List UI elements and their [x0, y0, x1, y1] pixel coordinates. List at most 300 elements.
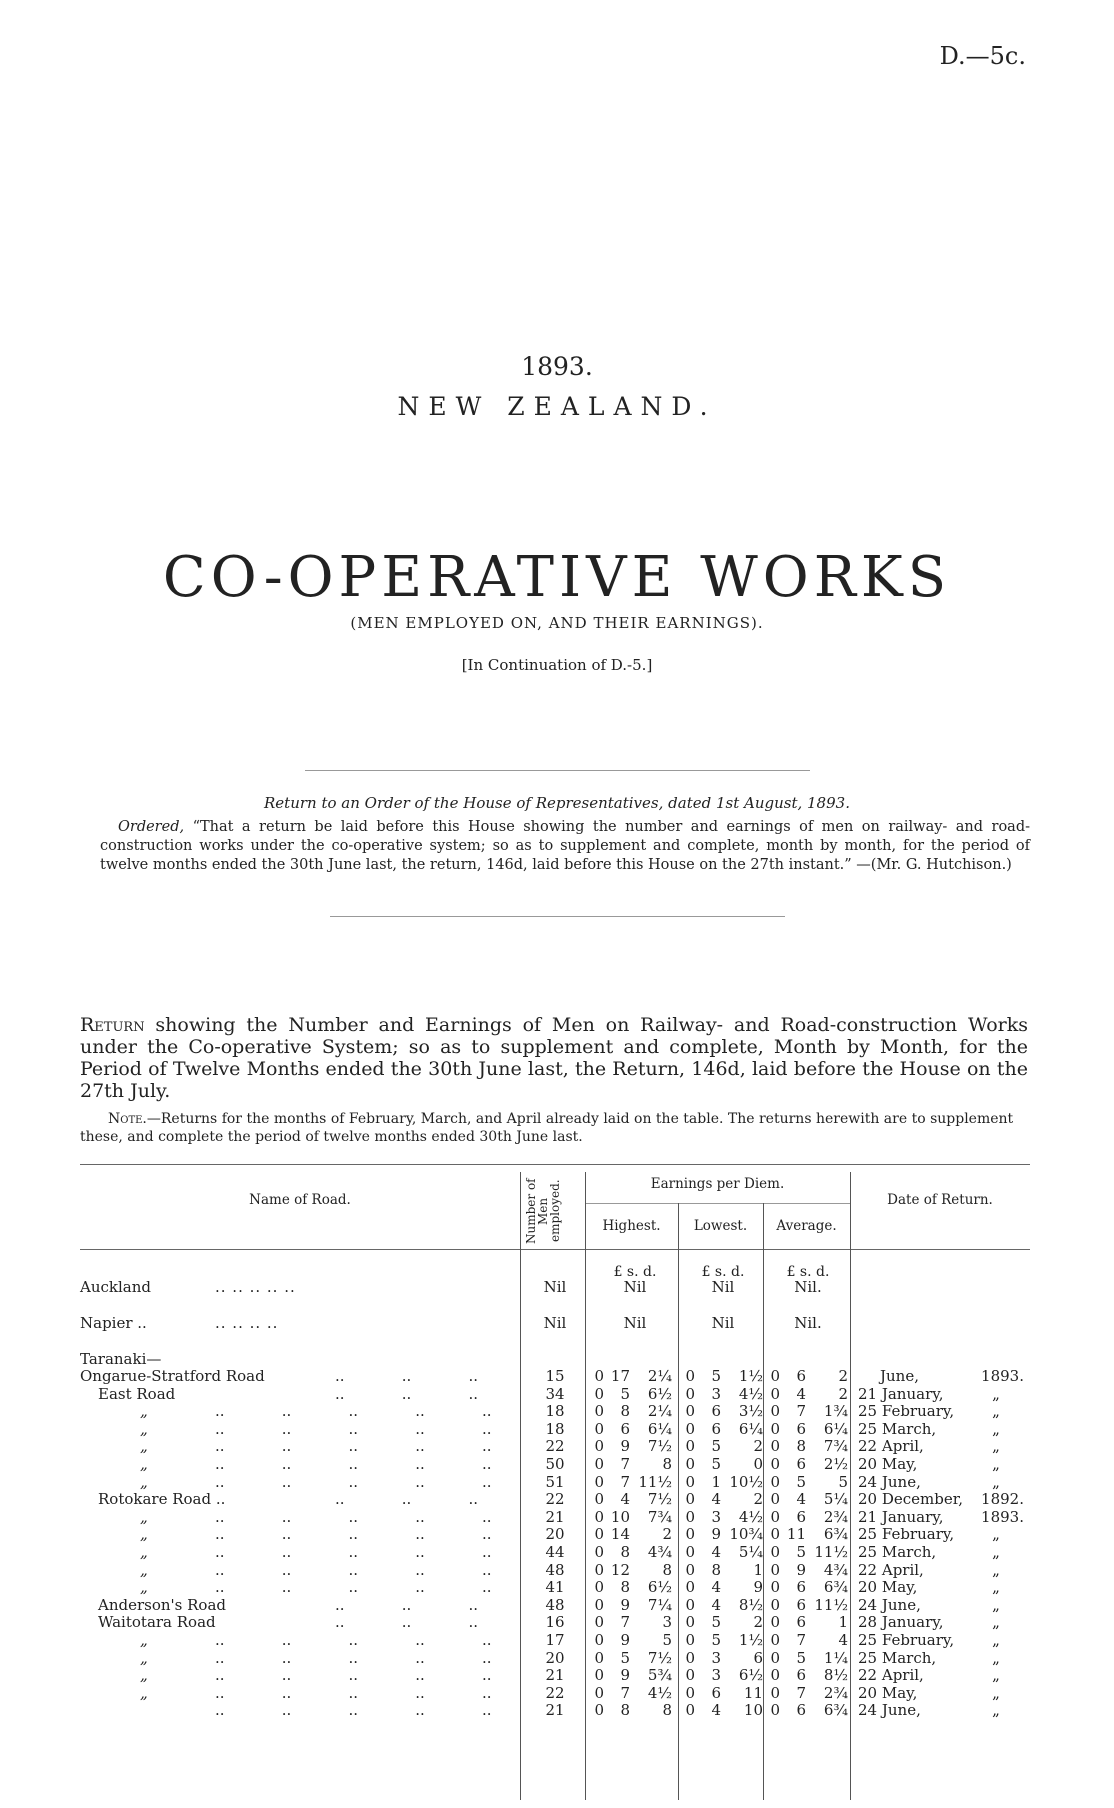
road-name: „ — [140, 1560, 148, 1579]
pounds: 0 — [770, 1683, 780, 1702]
pence: 8½ — [738, 1595, 763, 1614]
men-count: 20 — [545, 1525, 565, 1544]
pence: 7½ — [647, 1490, 672, 1509]
return-date: 20 May, — [858, 1683, 918, 1702]
divider — [330, 916, 785, 917]
table-row — [80, 1402, 1030, 1420]
pounds: 0 — [770, 1402, 780, 1421]
shillings: 8 — [620, 1543, 630, 1561]
leader-dots: .. .. .. .. .. — [215, 1666, 492, 1685]
leader-dots: .. .. .. — [335, 1595, 479, 1614]
pence: 10 — [743, 1701, 763, 1720]
shillings: 9 — [620, 1437, 630, 1456]
ordered-label: Ordered, — [118, 819, 185, 835]
continuation-note: [In Continuation of D.-5.] — [461, 656, 653, 674]
return-date: 28 January, — [858, 1613, 944, 1632]
pounds: 0 — [594, 1490, 604, 1509]
shillings: 8 — [620, 1701, 630, 1720]
return-date: 25 March, — [858, 1543, 937, 1561]
pence: 1½ — [738, 1631, 763, 1649]
table-row — [80, 1508, 1030, 1526]
table-row — [80, 1437, 1030, 1455]
pounds: 0 — [770, 1384, 780, 1403]
men-count: 50 — [545, 1455, 565, 1473]
leader-dots: .. .. .. .. .. — [215, 1648, 492, 1667]
pounds: 0 — [685, 1455, 695, 1473]
pounds: 0 — [594, 1683, 604, 1702]
return-year: „ — [992, 1419, 1000, 1438]
pence: 6¾ — [823, 1525, 848, 1544]
pence: 5¼ — [823, 1490, 848, 1509]
table-row — [80, 1684, 1030, 1702]
shillings: 4 — [796, 1384, 806, 1403]
return-date: 22 April, — [858, 1437, 924, 1456]
pounds: 0 — [685, 1595, 695, 1614]
pounds: 0 — [770, 1455, 780, 1473]
men-count: 48 — [545, 1560, 565, 1579]
header-earnings: Earnings per Diem. — [650, 1176, 785, 1192]
return-body: showing the Number and Earnings of Men on Railway- and Road-construction Works under the Co-operative System; so as to supplement and complete, Month by Month, for the Period of Twelve Months ended the 30th June last, the Return, 146d, laid before the House on the 27th July. — [80, 1014, 1029, 1102]
header-highest: Highest. — [602, 1218, 661, 1234]
return-year: „ — [992, 1472, 1000, 1491]
pounds: 0 — [594, 1631, 604, 1649]
shillings: 1 — [711, 1472, 721, 1491]
header-average: Average. — [776, 1218, 837, 1234]
shillings: 5 — [796, 1648, 806, 1667]
shillings: 5 — [711, 1631, 721, 1649]
leader-dots: .. .. .. — [335, 1384, 479, 1403]
return-date: 25 March, — [858, 1419, 937, 1438]
pounds: 0 — [594, 1648, 604, 1667]
pence: 9 — [753, 1578, 763, 1597]
men-count: 22 — [545, 1683, 565, 1702]
pounds: 0 — [770, 1525, 780, 1544]
shillings: 9 — [796, 1560, 806, 1579]
table-top-rule — [80, 1164, 1030, 1165]
pence: 8 — [662, 1455, 672, 1473]
shillings: 7 — [620, 1683, 630, 1702]
pence: 0 — [753, 1455, 763, 1473]
header-lowest: Lowest. — [693, 1218, 748, 1234]
pounds: 0 — [685, 1490, 695, 1509]
pounds: 0 — [770, 1613, 780, 1632]
return-date: 24 June, — [858, 1701, 921, 1720]
header-number-of-men: Number of Men employed. — [524, 1178, 562, 1244]
shillings: 7 — [620, 1472, 630, 1491]
pounds: 0 — [594, 1507, 604, 1526]
pence: 7½ — [647, 1437, 672, 1456]
shillings: 9 — [711, 1525, 721, 1544]
pence: 7½ — [647, 1648, 672, 1667]
return-date: June, — [880, 1367, 919, 1385]
table-row — [80, 1473, 1030, 1491]
pounds: 0 — [594, 1578, 604, 1597]
pounds: 0 — [685, 1472, 695, 1491]
table-row — [80, 1666, 1030, 1684]
road-name: „ — [140, 1543, 148, 1561]
pounds: 0 — [770, 1437, 780, 1456]
return-year: „ — [992, 1648, 1000, 1667]
leader-dots: .. .. .. .. .. — [215, 1683, 492, 1702]
pounds: 0 — [770, 1543, 780, 1561]
table-row — [80, 1420, 1030, 1438]
leader-dots: .. .. .. — [335, 1613, 479, 1632]
country: NEW ZEALAND. — [397, 392, 717, 421]
shillings: 8 — [711, 1560, 721, 1579]
leader-dots: .. .. .. .. .. — [215, 1437, 492, 1456]
shillings: 11 — [786, 1525, 806, 1544]
pence: 11½ — [814, 1595, 848, 1614]
road-name: „ — [140, 1419, 148, 1438]
road-name: „ — [140, 1402, 148, 1421]
pence: 2¼ — [647, 1367, 672, 1385]
shillings: 4 — [620, 1490, 630, 1509]
shillings: 6 — [796, 1455, 806, 1473]
shillings: 9 — [620, 1595, 630, 1614]
shillings: 9 — [620, 1666, 630, 1685]
pence: 5¾ — [647, 1666, 672, 1685]
divider — [305, 770, 810, 771]
return-date: 22 April, — [858, 1560, 924, 1579]
return-year: „ — [992, 1455, 1000, 1473]
shillings: 7 — [620, 1455, 630, 1473]
men-count: 41 — [545, 1578, 565, 1597]
pence: 4¾ — [823, 1560, 848, 1579]
pence: 4¾ — [647, 1543, 672, 1561]
pence: 2 — [753, 1490, 763, 1509]
shillings: 4 — [711, 1490, 721, 1509]
highest: Nil — [623, 1314, 647, 1332]
pence: 1 — [838, 1613, 848, 1632]
pounds: 0 — [685, 1419, 695, 1438]
pence: 8½ — [823, 1666, 848, 1685]
pence: 7¾ — [647, 1507, 672, 1526]
road-name: „ — [140, 1578, 148, 1597]
pounds: 0 — [685, 1437, 695, 1456]
men-count: 21 — [545, 1666, 565, 1685]
leader-dots: .. .. .. .. .. — [215, 1278, 296, 1296]
return-lead: Return — [80, 1014, 145, 1036]
road-name: „ — [140, 1631, 148, 1649]
shillings: 3 — [711, 1507, 721, 1526]
leader-dots: .. .. .. — [335, 1490, 479, 1509]
pounds: 0 — [685, 1648, 695, 1667]
shillings: 3 — [711, 1666, 721, 1685]
shillings: 6 — [796, 1419, 806, 1438]
leader-dots: .. .. .. .. .. — [215, 1455, 492, 1473]
men-count: 51 — [545, 1472, 565, 1491]
shillings: 6 — [711, 1402, 721, 1421]
shillings: 6 — [796, 1367, 806, 1385]
pounds: 0 — [594, 1543, 604, 1561]
average: Nil. — [794, 1278, 822, 1296]
road-name: „ — [140, 1437, 148, 1456]
shillings: 6 — [711, 1683, 721, 1702]
leader-dots: .. .. .. .. .. — [215, 1578, 492, 1597]
men-count: 22 — [545, 1437, 565, 1456]
pence: 6½ — [647, 1384, 672, 1403]
return-year: „ — [992, 1578, 1000, 1597]
road-name: „ — [140, 1472, 148, 1491]
return-year: „ — [992, 1543, 1000, 1561]
order-heading: Return to an Order of the House of Representatives, dated 1st August, 1893. — [264, 794, 850, 812]
document-title: CO-OPERATIVE WORKS — [162, 545, 952, 610]
pence: 6¾ — [823, 1578, 848, 1597]
shillings: 9 — [620, 1631, 630, 1649]
pounds: 0 — [594, 1701, 604, 1720]
men-count: 18 — [545, 1402, 565, 1421]
shillings: 4 — [711, 1543, 721, 1561]
shillings: 8 — [796, 1437, 806, 1456]
return-year: „ — [992, 1437, 1000, 1456]
pence: 1¼ — [823, 1648, 848, 1667]
shillings: 7 — [620, 1613, 630, 1632]
pounds: 0 — [594, 1419, 604, 1438]
shillings: 4 — [711, 1701, 721, 1720]
pence: 3 — [662, 1613, 672, 1632]
return-year: „ — [992, 1683, 1000, 1702]
road-name: Napier .. — [80, 1314, 147, 1332]
pounds: 0 — [685, 1578, 695, 1597]
road-name: Rotokare Road .. — [98, 1490, 226, 1509]
return-year: „ — [992, 1560, 1000, 1579]
leader-dots: .. .. .. .. .. — [215, 1560, 492, 1579]
return-year: „ — [992, 1384, 1000, 1403]
road-name: Waitotara Road — [98, 1613, 216, 1632]
return-year: „ — [992, 1525, 1000, 1544]
road-name: „ — [140, 1666, 148, 1685]
return-year: 1893. — [981, 1367, 1024, 1385]
return-date: 24 June, — [858, 1472, 921, 1491]
table-row — [80, 1314, 1030, 1332]
pounds: 0 — [770, 1560, 780, 1579]
table-row — [80, 1631, 1030, 1649]
pounds: 0 — [685, 1613, 695, 1632]
shillings: 8 — [620, 1578, 630, 1597]
pounds: 0 — [594, 1402, 604, 1421]
pounds: 0 — [685, 1701, 695, 1720]
table-row — [80, 1455, 1030, 1473]
shillings: 6 — [620, 1419, 630, 1438]
road-name: Ongarue-Stratford Road — [80, 1367, 265, 1385]
pence: 2 — [753, 1613, 763, 1632]
shillings: 5 — [711, 1367, 721, 1385]
pence: 6¼ — [738, 1419, 763, 1438]
table-row — [80, 1350, 1030, 1368]
table-row — [80, 1385, 1030, 1403]
men-count: 21 — [545, 1507, 565, 1526]
pence: 11 — [743, 1683, 763, 1702]
road-name: Auckland — [80, 1278, 151, 1296]
pence: 6½ — [738, 1666, 763, 1685]
leader-dots: .. .. .. .. .. — [215, 1402, 492, 1421]
header-name-of-road: Name of Road. — [249, 1192, 351, 1208]
shillings: 5 — [711, 1437, 721, 1456]
pence: 7¼ — [647, 1595, 672, 1614]
pence: 2½ — [823, 1455, 848, 1473]
leader-dots: .. .. .. .. .. — [215, 1525, 492, 1544]
men-count: 34 — [545, 1384, 565, 1403]
shillings: 7 — [796, 1402, 806, 1421]
shillings: 4 — [711, 1595, 721, 1614]
pence: 3½ — [738, 1402, 763, 1421]
document-code: D.—5c. — [939, 42, 1026, 70]
order-text: “That a return be laid before this House showing the number and earnings of men on railway- and road-construction works under the co-operative system; so as to supplement and complete, month by month, for the period of twelve months ended the 30th June last, the return, 146d, laid before this House on the 27th instant.” —(Mr. G. Hutchison.) — [100, 819, 1030, 873]
road-name: East Road — [98, 1384, 176, 1403]
shillings: 6 — [711, 1419, 721, 1438]
pounds: 0 — [594, 1525, 604, 1544]
table-row — [80, 1578, 1030, 1596]
shillings: 5 — [711, 1613, 721, 1632]
shillings: 6 — [796, 1595, 806, 1614]
shillings: 4 — [711, 1578, 721, 1597]
leader-dots: .. .. .. .. .. — [215, 1507, 492, 1526]
header-date: Date of Return. — [887, 1192, 993, 1208]
shillings: 7 — [796, 1683, 806, 1702]
return-description — [80, 1014, 1028, 1102]
pounds: 0 — [594, 1472, 604, 1491]
pence: 11½ — [638, 1472, 672, 1491]
pounds: 0 — [594, 1595, 604, 1614]
note-lead: Note. — [108, 1111, 147, 1127]
shillings: 3 — [711, 1648, 721, 1667]
return-date: 24 June, — [858, 1595, 921, 1614]
return-year: „ — [992, 1402, 1000, 1421]
pounds: 0 — [594, 1666, 604, 1685]
shillings: 10 — [610, 1507, 630, 1526]
pounds: 0 — [685, 1543, 695, 1561]
leader-dots: .. .. .. .. .. — [215, 1472, 492, 1491]
pounds: 0 — [770, 1578, 780, 1597]
pounds: 0 — [685, 1507, 695, 1526]
shillings: 5 — [620, 1648, 630, 1667]
subheader-rule — [585, 1203, 850, 1204]
pounds: 0 — [685, 1525, 695, 1544]
table-row — [80, 1613, 1030, 1631]
pence: 6 — [753, 1648, 763, 1667]
pounds: 0 — [770, 1367, 780, 1385]
shillings: 8 — [620, 1402, 630, 1421]
return-date: 25 March, — [858, 1648, 937, 1667]
pence: 4½ — [647, 1683, 672, 1702]
return-date: 25 February, — [858, 1402, 955, 1421]
shillings: 5 — [796, 1543, 806, 1561]
lowest: Nil — [711, 1278, 735, 1296]
district-name: Taranaki— — [80, 1350, 162, 1368]
pence: 2¾ — [823, 1507, 848, 1526]
return-date: 25 February, — [858, 1631, 955, 1649]
document-subtitle: (MEN EMPLOYED ON, AND THEIR EARNINGS). — [350, 614, 764, 632]
highest: Nil — [623, 1278, 647, 1296]
pence: 4½ — [738, 1507, 763, 1526]
return-date: 21 January, — [858, 1384, 944, 1403]
pence: 1 — [753, 1560, 763, 1579]
shillings: 6 — [796, 1507, 806, 1526]
pence: 4 — [838, 1631, 848, 1649]
pounds: 0 — [770, 1666, 780, 1685]
return-date: 20 December, — [858, 1490, 964, 1509]
units-lowest: £ s. d. — [701, 1264, 745, 1280]
pounds: 0 — [594, 1613, 604, 1632]
men-count: 17 — [545, 1631, 565, 1649]
pence: 7¾ — [823, 1437, 848, 1456]
leader-dots: .. .. .. .. .. — [215, 1419, 492, 1438]
average: Nil. — [794, 1314, 822, 1332]
return-year: „ — [992, 1631, 1000, 1649]
men-count: 21 — [545, 1701, 565, 1720]
men-count: 20 — [545, 1648, 565, 1667]
shillings: 17 — [610, 1367, 630, 1385]
road-name: „ — [140, 1648, 148, 1667]
pounds: 0 — [685, 1402, 695, 1421]
return-year: 1893. — [981, 1507, 1024, 1526]
leader-dots: .. .. .. — [335, 1367, 479, 1385]
road-name: „ — [140, 1683, 148, 1702]
men-count: 18 — [545, 1419, 565, 1438]
road-name: „ — [140, 1455, 148, 1473]
pounds: 0 — [770, 1507, 780, 1526]
return-date: 22 April, — [858, 1666, 924, 1685]
pounds: 0 — [594, 1437, 604, 1456]
pence: 5¼ — [738, 1543, 763, 1561]
return-date: 20 May, — [858, 1455, 918, 1473]
return-date: 21 January, — [858, 1507, 944, 1526]
men-count: Nil — [543, 1314, 567, 1332]
shillings: 6 — [796, 1578, 806, 1597]
table-row — [80, 1525, 1030, 1543]
return-date: 25 February, — [858, 1525, 955, 1544]
pounds: 0 — [594, 1560, 604, 1579]
pence: 5 — [662, 1631, 672, 1649]
table-row — [80, 1561, 1030, 1579]
shillings: 14 — [610, 1525, 630, 1544]
pounds: 0 — [685, 1631, 695, 1649]
units-highest: £ s. d. — [613, 1264, 657, 1280]
pence: 8 — [662, 1701, 672, 1720]
table-row — [80, 1543, 1030, 1561]
shillings: 4 — [796, 1490, 806, 1509]
road-name: Anderson's Road — [98, 1595, 226, 1614]
note-body: —Returns for the months of February, March, and April already laid on the table. The returns herewith are to supplement these, and complete the period of twelve months ended 30th June last. — [80, 1111, 1014, 1145]
units-average: £ s. d. — [786, 1264, 830, 1280]
pounds: 0 — [685, 1384, 695, 1403]
pounds: 0 — [770, 1472, 780, 1491]
return-year: „ — [992, 1666, 1000, 1685]
pence: 1¾ — [823, 1402, 848, 1421]
pence: 2 — [662, 1525, 672, 1544]
shillings: 5 — [711, 1455, 721, 1473]
road-name: „ — [140, 1507, 148, 1526]
men-count: 16 — [545, 1613, 565, 1632]
shillings: 6 — [796, 1701, 806, 1720]
pence: 8 — [662, 1560, 672, 1579]
table-row — [80, 1701, 1030, 1719]
leader-dots: .. .. .. .. .. — [215, 1631, 492, 1649]
leader-dots: .. .. .. .. — [215, 1314, 279, 1332]
pounds: 0 — [685, 1683, 695, 1702]
note — [80, 1110, 1028, 1146]
pence: 6¼ — [647, 1419, 672, 1438]
return-date: 20 May, — [858, 1578, 918, 1597]
order-body — [100, 818, 1030, 875]
men-count: 48 — [545, 1595, 565, 1614]
pounds: 0 — [685, 1666, 695, 1685]
return-year: „ — [992, 1595, 1000, 1614]
pence: 6¼ — [823, 1419, 848, 1438]
pounds: 0 — [770, 1595, 780, 1614]
pence: 10¾ — [729, 1525, 763, 1544]
pence: 11½ — [814, 1543, 848, 1561]
